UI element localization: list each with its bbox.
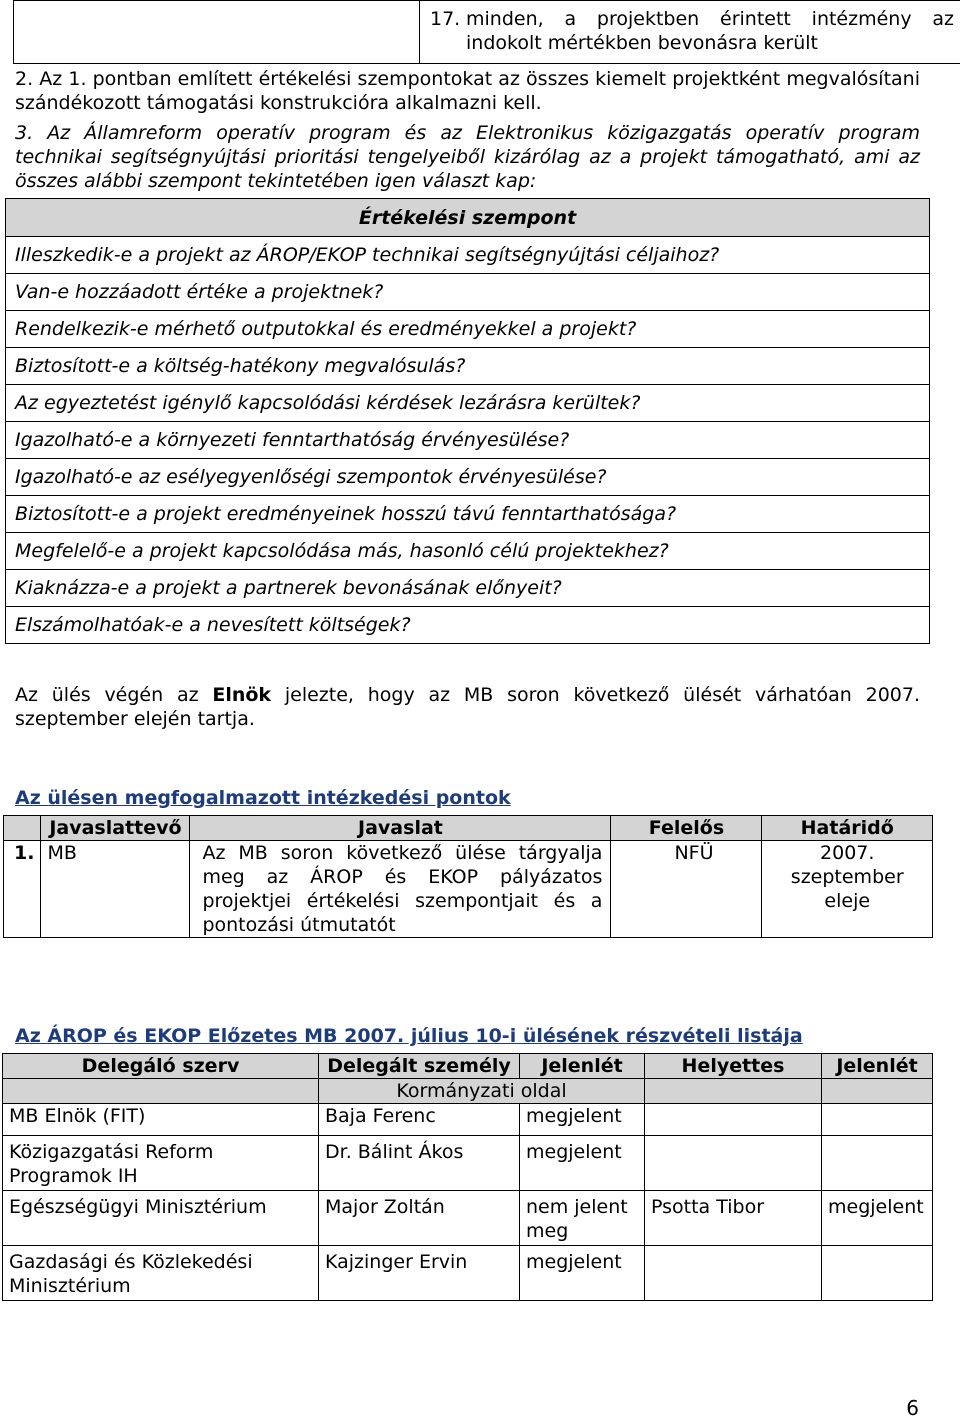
actions-header-num: [4, 816, 41, 841]
attend-section-spacer: [3, 1079, 319, 1104]
attend-header-org: Delegáló szerv: [3, 1054, 319, 1079]
attend-section-spacer: [645, 1079, 822, 1104]
attendance-heading: Az ÁROP és EKOP Előzetes MB 2007. július 10-i ülésének részvételi listája: [15, 1024, 803, 1048]
attend-org: Gazdasági és Közlekedési Minisztérium: [3, 1246, 319, 1301]
attend-person: Dr. Bálint Ákos: [319, 1136, 520, 1191]
table-row: [3, 1136, 933, 1191]
actions-header-proposal: Javaslat: [190, 816, 611, 841]
criterion-17-cell: [420, 1, 960, 64]
table-row: [3, 1246, 933, 1301]
criteria-table: [5, 198, 930, 644]
action-proposal: Az MB soron következő ülése tárgyalja meg az ÁROP és EKOP pályázatos projektjei értékelési szempontjait és a pontozási útmutatót: [190, 841, 611, 938]
attend-presence: megjelent: [520, 1136, 645, 1191]
action-deadline: 2007. szeptember eleje: [762, 841, 933, 938]
criteria-row: Rendelkezik-e mérhető outputokkal és eredményekkel a projekt?: [6, 311, 930, 348]
criteria-row: Igazolható-e a környezeti fenntarthatóság érvényesülése?: [6, 422, 930, 459]
table-row: [3, 1191, 933, 1246]
closing-bold: Elnök: [212, 684, 271, 706]
attend-org: Közigazgatási Reform Programok IH: [3, 1136, 319, 1191]
criteria-row: Kiaknázza-e a projekt a partnerek bevonásának előnyeit?: [6, 570, 930, 607]
attend-header-person: Delegált személy: [319, 1054, 520, 1079]
attend-header-presence: Jelenlét: [520, 1054, 645, 1079]
criteria-row: Illeszkedik-e a projekt az ÁROP/EKOP technikai segítségnyújtási céljaihoz?: [6, 237, 930, 274]
attend-deputy: [645, 1246, 822, 1301]
criteria-row: Biztosított-e a költség-hatékony megvalósulás?: [6, 348, 930, 385]
attend-section-spacer: [822, 1079, 933, 1104]
action-responsible: NFÜ: [611, 841, 762, 938]
attend-org: MB Elnök (FIT): [3, 1104, 319, 1136]
closing-post: jelezte, hogy az MB soron következő ülését várhatóan 2007. szeptember elején tartja.: [15, 684, 920, 730]
paragraph-item-3: 3. Az Államreform operatív program és az Elektronikus közigazgatás operatív program technikai segítségnyújtási prioritási tengelyeiből kizárólag az a projekt támogatható, ami az összes alábbi szempont tekintetében igen választ kap:: [15, 121, 920, 193]
criteria-row: Az egyeztetést igénylő kapcsolódási kérdések lezárásra kerültek?: [6, 385, 930, 422]
attend-presence2: megjelent: [822, 1191, 933, 1246]
attend-deputy: [645, 1136, 822, 1191]
attend-person: Baja Ferenc: [319, 1104, 520, 1136]
closing-pre: Az ülés végén az: [15, 684, 199, 706]
attend-presence: nem jelent meg: [520, 1191, 645, 1246]
actions-table: [3, 815, 933, 938]
actions-header-proposer: Javaslattevő: [41, 816, 190, 841]
attend-presence2: [822, 1136, 933, 1191]
attend-presence2: [822, 1104, 933, 1136]
criteria-row: Megfelelő-e a projekt kapcsolódása más, hasonló célú projektekhez?: [6, 533, 930, 570]
closing-paragraph: [15, 683, 920, 731]
criteria-row: Igazolható-e az esélyegyenlőségi szempontok érvényesülése?: [6, 459, 930, 496]
attend-header-presence2: Jelenlét: [822, 1054, 933, 1079]
paragraph-item-2: 2. Az 1. pontban említett értékelési szempontokat az összes kiemelt projektként megvalósítani szándékozott támogatási konstrukcióra alkalmazni kell.: [15, 67, 920, 115]
action-num: 1.: [4, 841, 41, 938]
attend-deputy: [645, 1104, 822, 1136]
action-proposer: MB: [41, 841, 190, 938]
attend-deputy: Psotta Tibor: [645, 1191, 822, 1246]
criteria-header: Értékelési szempont: [6, 199, 930, 237]
attend-person: Kajzinger Ervin: [319, 1246, 520, 1301]
item-text: minden, a projektben érintett intézmény az indokolt mértékben bevonásra került: [466, 7, 954, 55]
continuation-table: [13, 0, 960, 64]
page-number: 6: [906, 1396, 919, 1420]
criteria-row: Elszámolhatóak-e a nevesített költségek?: [6, 607, 930, 644]
attend-person: Major Zoltán: [319, 1191, 520, 1246]
attend-presence: megjelent: [520, 1246, 645, 1301]
attend-presence2: [822, 1246, 933, 1301]
actions-heading: Az ülésen megfogalmazott intézkedési pontok: [15, 786, 511, 810]
attend-org: Egészségügyi Minisztérium: [3, 1191, 319, 1246]
attend-section-label: Kormányzati oldal: [319, 1079, 645, 1104]
item-number: 17.: [430, 7, 466, 55]
attend-presence: megjelent: [520, 1104, 645, 1136]
actions-header-responsible: Felelős: [611, 816, 762, 841]
attendance-table: [2, 1053, 933, 1301]
criteria-row: Biztosított-e a projekt eredményeinek hosszú távú fenntarthatósága?: [6, 496, 930, 533]
criteria-row: Van-e hozzáadott értéke a projektnek?: [6, 274, 930, 311]
attend-header-deputy: Helyettes: [645, 1054, 822, 1079]
table-row: [3, 1104, 933, 1136]
empty-cell: [14, 1, 420, 64]
actions-header-deadline: Határidő: [762, 816, 933, 841]
